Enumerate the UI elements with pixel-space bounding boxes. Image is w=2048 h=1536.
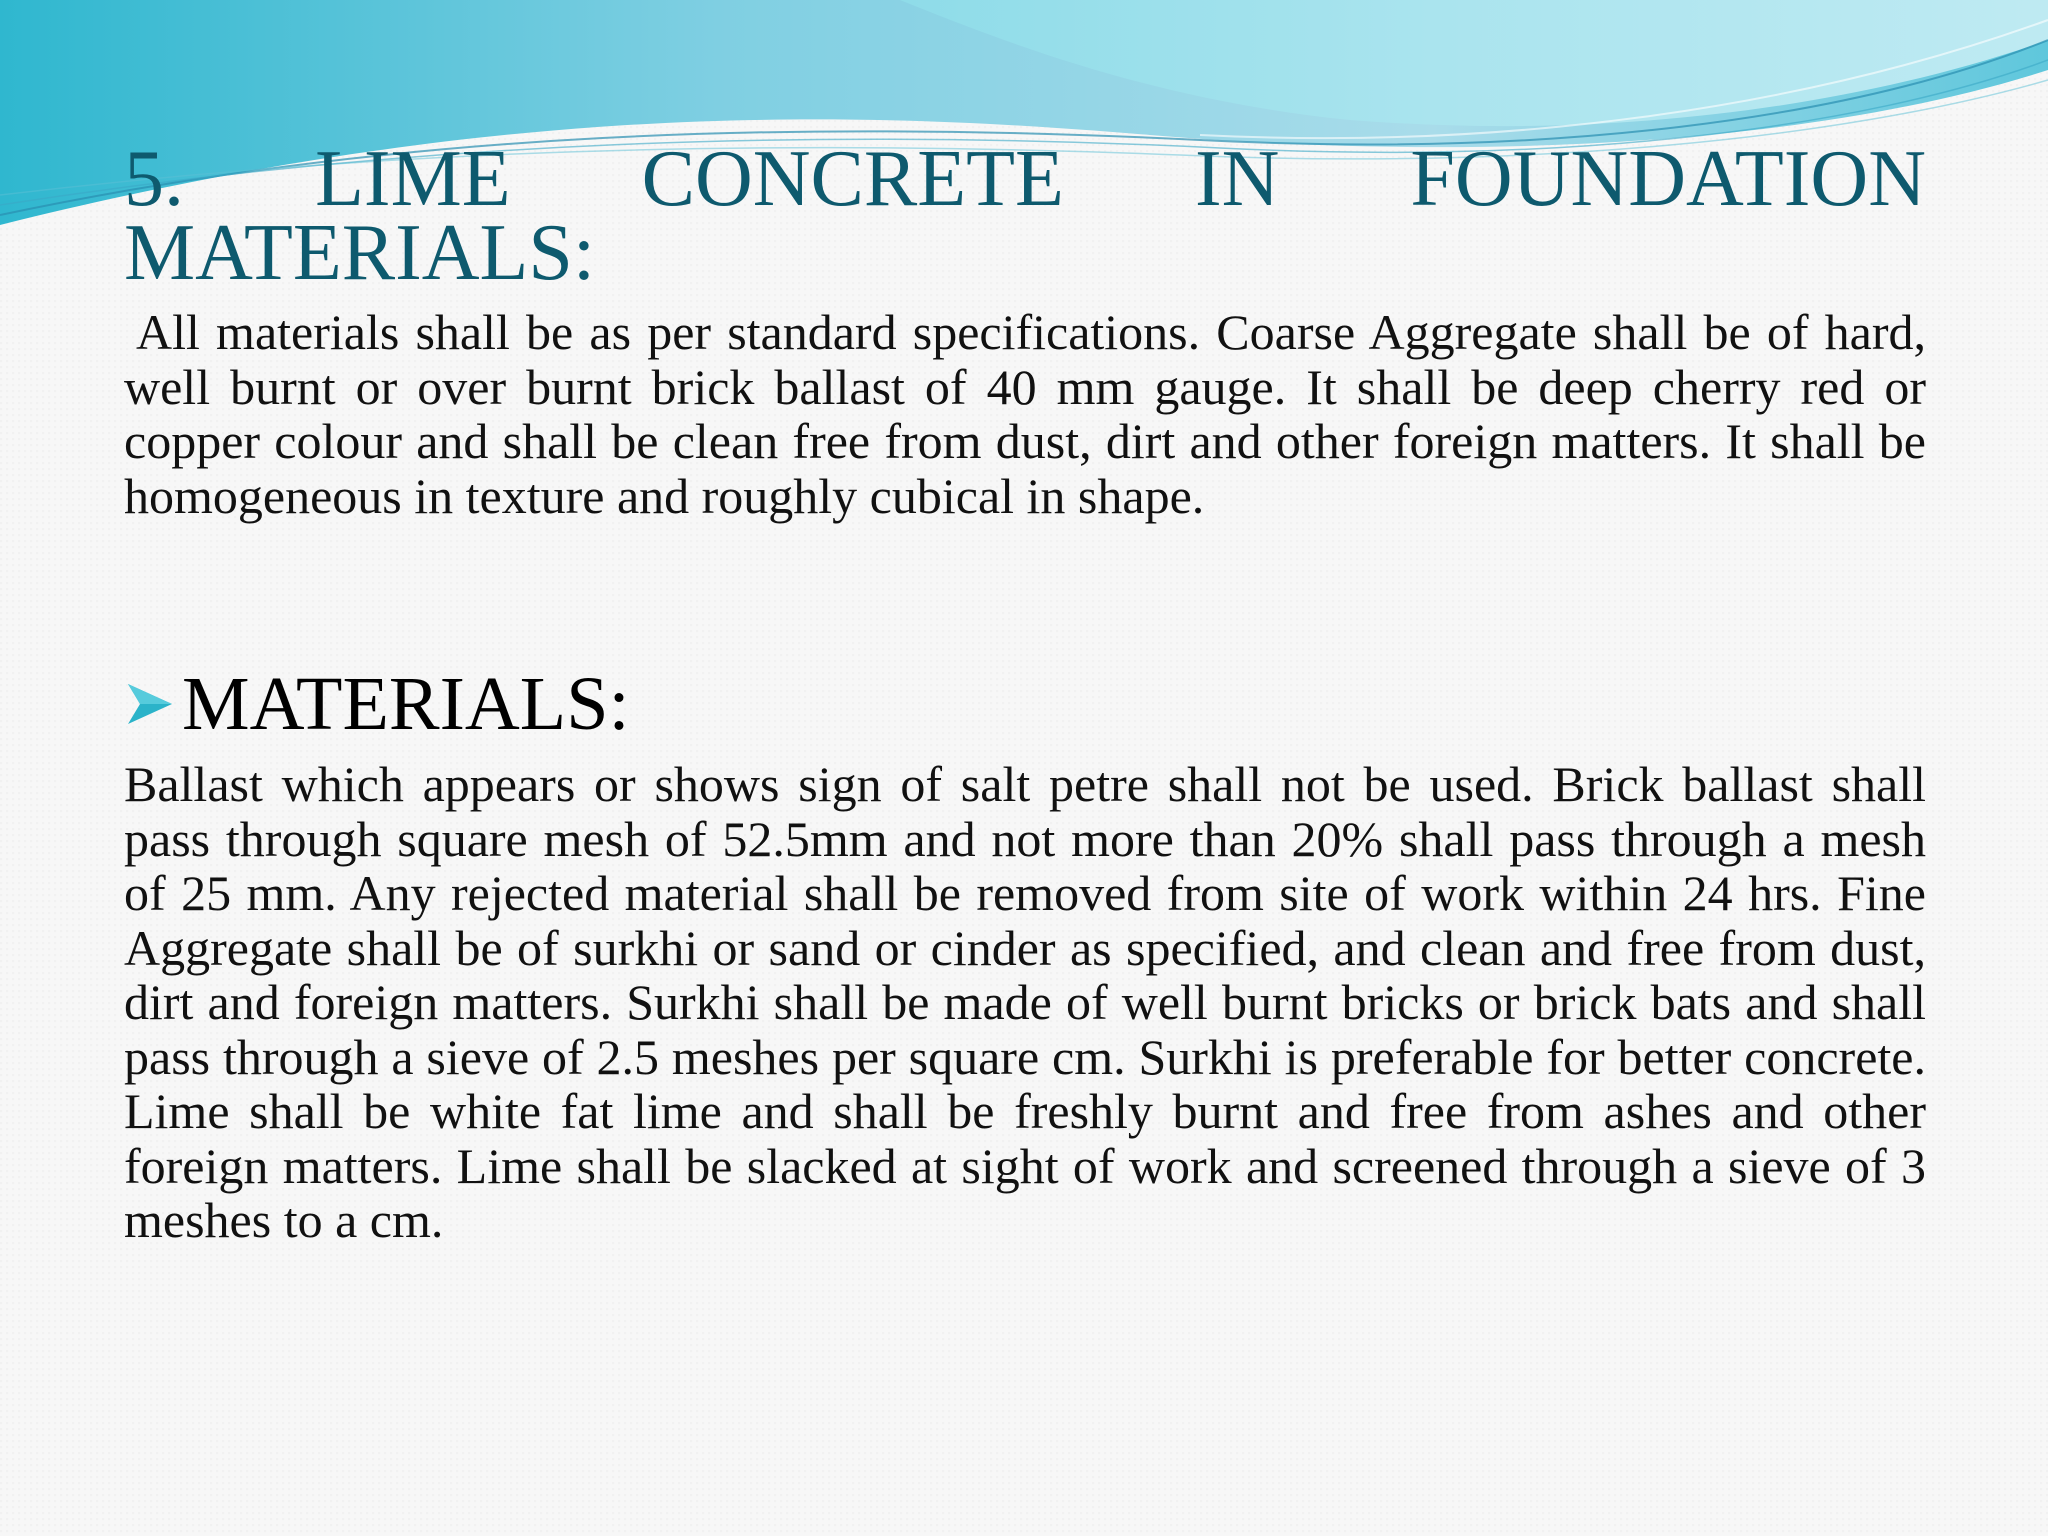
bullet-heading-text: MATERIALS:	[182, 662, 630, 746]
title-word: IN	[1194, 135, 1280, 223]
slide-title-line1	[124, 135, 1926, 223]
title-word: CONCRETE	[641, 135, 1064, 223]
slide-title-line2: MATERIALS:	[124, 209, 596, 297]
slide-title	[124, 135, 1926, 297]
paragraph-ballast-fine-aggregate: Ballast which appears or shows sign of salt petre shall not be used. Brick ballast shall pass through square mesh of 52.5mm and not more than 20% shall pass through a mesh of 25 mm. Any rejected material shall be removed from site of work within 24 hrs. Fine Aggregate shall be of surkhi or sand or cinder as specified, and clean and free from dust, dirt and foreign matters. Surkhi shall be made of well burnt bricks or brick bats and shall pass through a sieve of 2.5 meshes per square cm. Surkhi is preferable for better concrete. Lime shall be white fat lime and shall be freshly burnt and free from ashes and other foreign matters. Lime shall be slacked at sight of work and screened through a sieve of 3 meshes to a cm.	[124, 756, 1926, 1248]
arrowhead-bullet-icon	[124, 678, 176, 730]
title-word: 5.	[124, 135, 184, 223]
title-word: FOUNDATION	[1410, 135, 1926, 223]
bullet-heading	[124, 660, 630, 748]
paragraph-coarse-aggregate: All materials shall be as per standard specifications. Coarse Aggregate shall be of hard, well burnt or over burnt brick ballast of 40 mm gauge. It shall be deep cherry red or copper colour and shall be clean free from dust, dirt and other foreign matters. It shall be homogeneous in texture and roughly cubical in shape.	[124, 304, 1926, 524]
title-word: LIME	[315, 135, 511, 223]
